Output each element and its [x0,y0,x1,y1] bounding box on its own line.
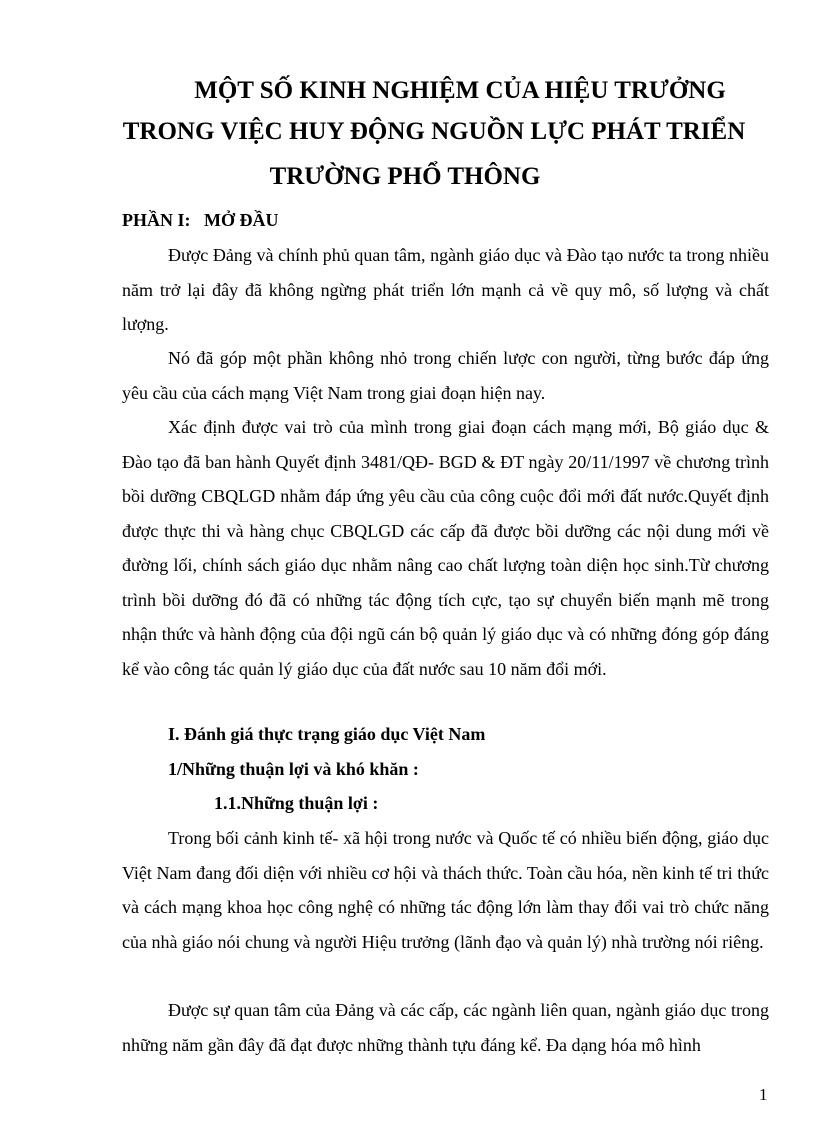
paragraph-4: Trong bối cảnh kinh tế- xã hội trong nước và Quốc tế có nhiều biến động, giáo dục Việt Nam đang đối diện với nhiều cơ hội và thách thức. Toàn cầu hóa, nền kinh tế tri thức và cách mạng khoa học công nghệ có những tác động lớn làm thay đổi vai trò chức năng của nhà giáo nói chung và người Hiệu trưởng (lãnh đạo và quản lý) nhà trường nói riêng. [122,828,769,952]
paragraph-3: Xác định được vai trò của mình trong giai đoạn cách mạng mới, Bộ giáo dục & Đào tạo đã ban hành Quyết định 3481/QĐ- BGD & ĐT ngày 20/11/1997 về chương trình bồi dưỡng CBQLGD nhằm đáp ứng yêu cầu của công cuộc đổi mới đất nước.Quyết định được thực thi và hàng chục CBQLGD các cấp đã được bồi dưỡng các nội dung mới về đường lối, chính sách giáo dục nhằm nâng cao chất lượng toàn diện học sinh.Từ chương trình bồi dưỡng đó đã có những tác động tích cực, tạo sự chuyển biến mạnh mẽ trong nhận thức và hành động của đội ngũ cán bộ quản lý giáo dục và có những đóng góp đáng kể vào công tác quản lý giáo dục của đất nước sau 10 năm đổi mới. [122,417,769,679]
paragraph-1: Được Đảng và chính phủ quan tâm, ngành giáo dục và Đào tạo nước ta trong nhiều năm trở lại đây đã không ngừng phát triển lớn mạnh cả về quy mô, số lượng và chất lượng. [122,245,769,334]
section-heading: I. Đánh giá thực trạng giáo dục Việt Nam [168,724,486,744]
paragraph-2: Nó đã góp một phần không nhỏ trong chiến lược con người, từng bước đáp ứng yêu cầu của cách mạng Việt Nam trong giai đoạn hiện nay. [122,348,769,403]
subsection-heading: 1/Những thuận lợi và khó khăn : [168,759,419,779]
page-number: 1 [759,1085,768,1104]
title-line-2: TRONG VIỆC HUY ĐỘNG NGUỒN LỰC PHÁT TRIỂN [122,118,746,145]
title-line-1: MỘT SỐ KINH NGHIỆM CỦA HIỆU TRƯỞNG [194,77,726,104]
subsubsection-heading: 1.1.Những thuận lợi : [214,793,379,813]
title-line-3: TRƯỜNG PHỔ THÔNG [269,163,541,190]
part-heading: PHẦN I: MỞ ĐẦU [122,210,279,230]
paragraph-5: Được sự quan tâm của Đảng và các cấp, các ngành liên quan, ngành giáo dục trong những năm gần đây đã đạt được những thành tựu đáng kể. Đa dạng hóa mô hình [122,1000,769,1055]
